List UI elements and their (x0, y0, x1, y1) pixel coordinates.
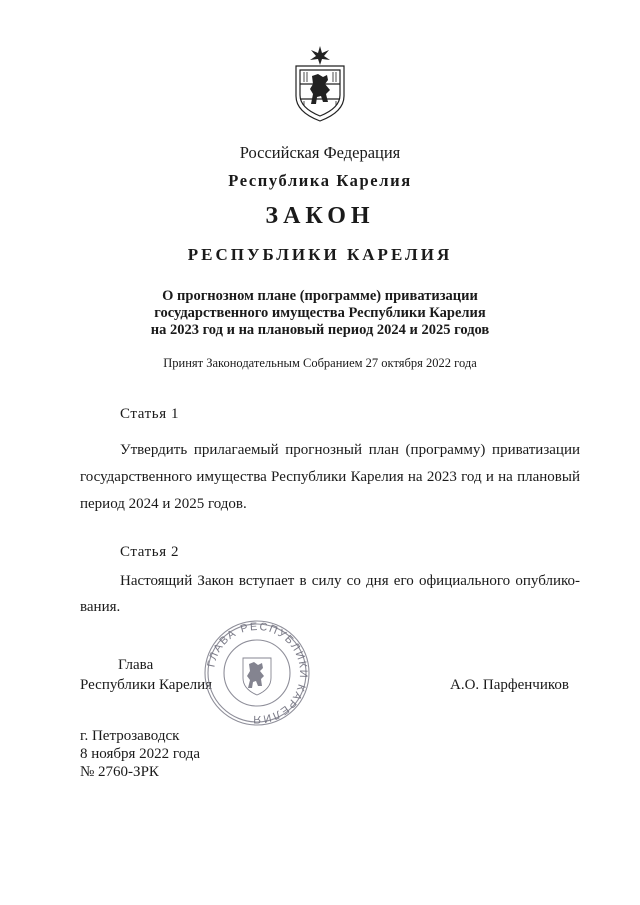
article-2-title: Статья 2 (120, 544, 180, 560)
place-of-signing: г. Петрозаводск (80, 728, 180, 744)
signing-date: 8 ноября 2022 года (80, 746, 201, 762)
article-1-line-1: Утвердить прилагаемый прогнозный план (программу) приватизации (120, 442, 580, 458)
country-name: Российская Федерация (239, 143, 401, 162)
law-heading-line-3: на 2023 год и на плановый период 2024 и 2025 годов (150, 322, 490, 338)
article-2-line-2: вания. (80, 599, 121, 615)
law-heading-line-1: О прогнозном плане (программе) приватизации (162, 288, 478, 304)
republic-name: Республика Карелия (228, 171, 412, 190)
article-2-line-1: Настоящий Закон вступает в силу со дня его официального опублико- (120, 573, 580, 589)
article-1-title: Статья 1 (120, 406, 180, 422)
adoption-note: Принят Законодательным Собранием 27 октября 2022 года (163, 356, 477, 370)
article-1-line-2: государственного имущества Республики Карелия на 2023 год и на плановый (80, 469, 580, 485)
document-type: ЗАКОН (265, 203, 375, 229)
svg-text:ГЛАВА РЕСПУБЛИКИ КАРЕЛИЯ: ГЛАВА РЕСПУБЛИКИ КАРЕЛИЯ (205, 620, 310, 726)
signatory-title-line-2: Республики Карелия (80, 677, 213, 693)
coat-of-arms-emblem (290, 44, 350, 124)
signatory-title-line-1: Глава (118, 657, 154, 673)
official-stamp (196, 620, 318, 726)
law-heading-line-2: государственного имущества Республики Карелия (154, 305, 486, 321)
law-number: № 2760-ЗРК (80, 764, 159, 780)
document-type-subtitle: РЕСПУБЛИКИ КАРЕЛИЯ (187, 245, 453, 264)
article-1-line-3: период 2024 и 2025 годов. (80, 496, 247, 512)
signatory-name: А.О. Парфенчиков (450, 677, 569, 693)
